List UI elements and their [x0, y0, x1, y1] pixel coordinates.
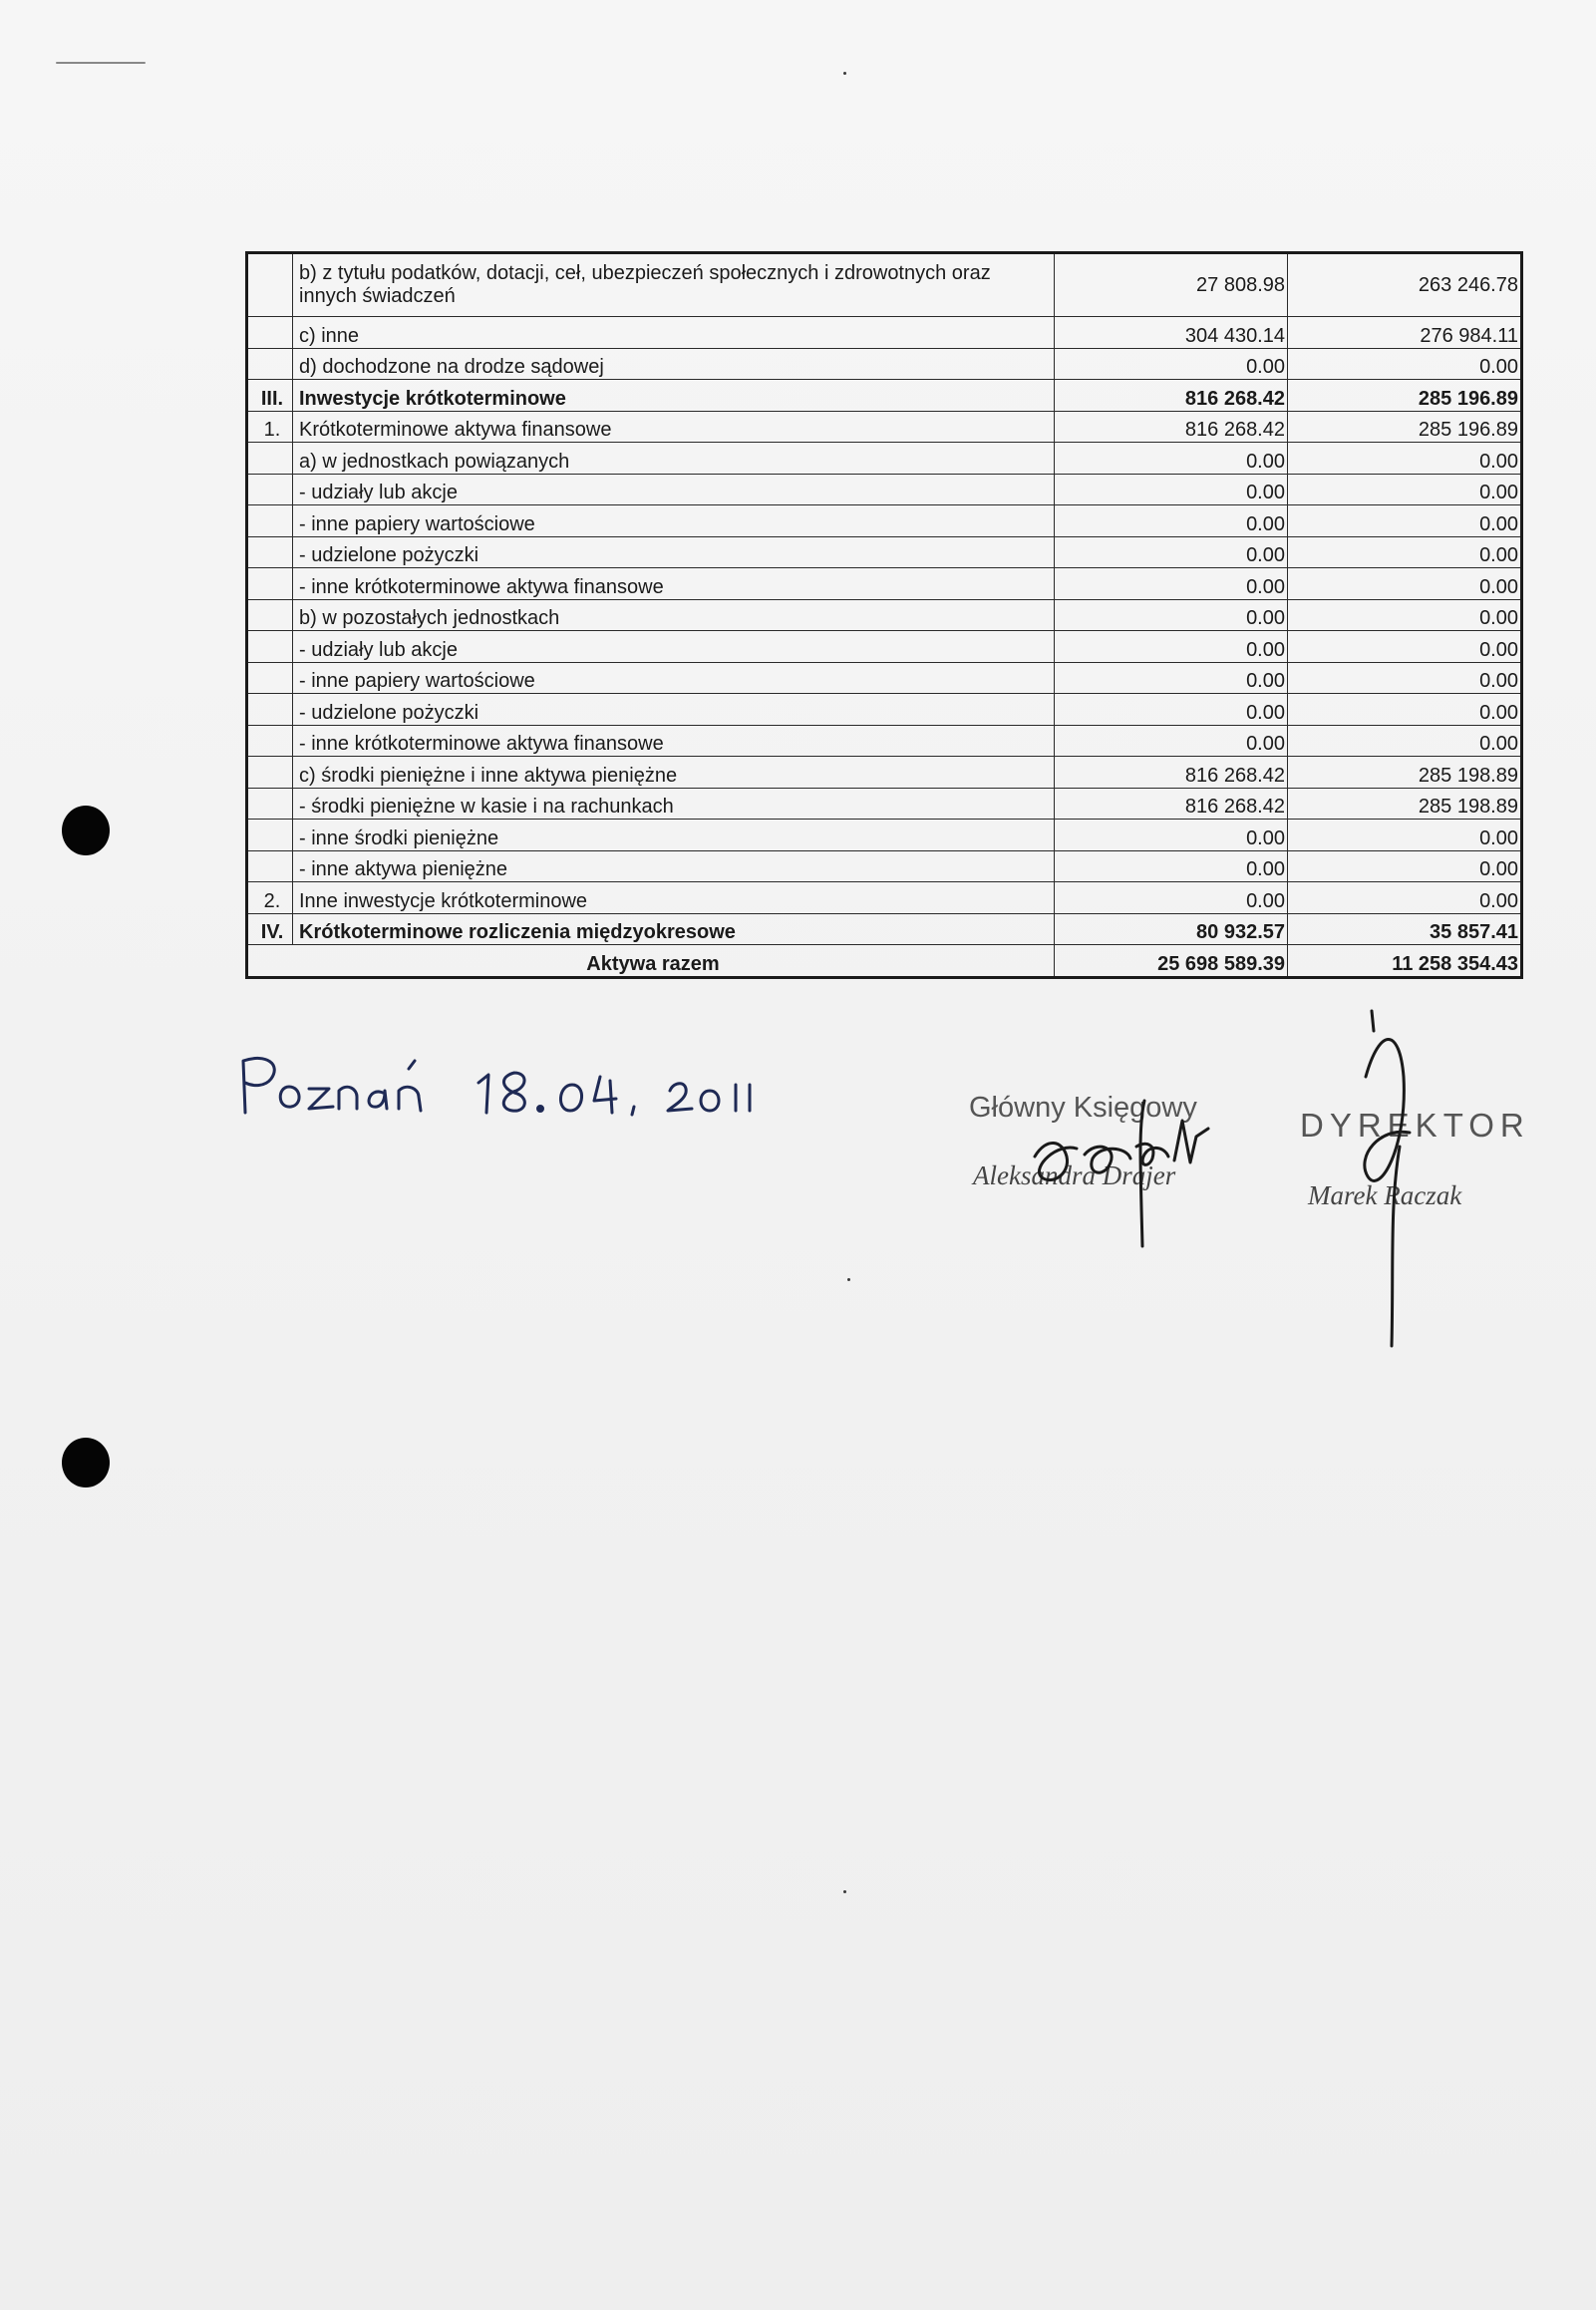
row-label: Inwestycje krótkoterminowe — [293, 380, 1055, 412]
table-row — [247, 599, 1522, 631]
table-row — [247, 694, 1522, 726]
table-row — [247, 348, 1522, 380]
value-current-year: 0.00 — [1055, 599, 1288, 631]
table-row — [247, 411, 1522, 443]
value-previous-year: 35 857.41 — [1288, 913, 1522, 945]
scan-speck — [847, 1278, 850, 1281]
row-label: d) dochodzone na drodze sądowej — [293, 348, 1055, 380]
row-number — [247, 317, 293, 349]
value-current-year: 80 932.57 — [1055, 913, 1288, 945]
row-label: Krótkoterminowe rozliczenia międzyokresowe — [293, 913, 1055, 945]
row-number: IV. — [247, 913, 293, 945]
table-row — [247, 253, 1522, 317]
value-current-year: 0.00 — [1055, 505, 1288, 537]
table-row — [247, 820, 1522, 851]
value-current-year: 0.00 — [1055, 882, 1288, 914]
row-label: Inne inwestycje krótkoterminowe — [293, 882, 1055, 914]
row-label: - inne papiery wartościowe — [293, 505, 1055, 537]
accountant-signature — [1027, 1097, 1286, 1256]
value-current-year: 816 268.42 — [1055, 380, 1288, 412]
row-label: - inne krótkoterminowe aktywa finansowe — [293, 725, 1055, 757]
row-number — [247, 443, 293, 475]
director-title: DYREKTOR — [1300, 1107, 1530, 1144]
value-previous-year: 0.00 — [1288, 443, 1522, 475]
value-previous-year: 0.00 — [1288, 599, 1522, 631]
scan-speck — [56, 62, 146, 64]
table-body — [247, 253, 1522, 978]
row-label: - inne papiery wartościowe — [293, 662, 1055, 694]
row-label: Krótkoterminowe aktywa finansowe — [293, 411, 1055, 443]
row-number — [247, 662, 293, 694]
row-label: - udziały lub akcje — [293, 474, 1055, 505]
total-label: Aktywa razem — [247, 945, 1055, 978]
row-label: - inne aktywa pieniężne — [293, 850, 1055, 882]
table-row — [247, 380, 1522, 412]
row-number — [247, 505, 293, 537]
value-current-year: 816 268.42 — [1055, 788, 1288, 820]
row-label: - środki pieniężne w kasie i na rachunkach — [293, 788, 1055, 820]
row-number — [247, 788, 293, 820]
value-previous-year: 0.00 — [1288, 850, 1522, 882]
row-number — [247, 694, 293, 726]
table-row — [247, 788, 1522, 820]
row-number: 2. — [247, 882, 293, 914]
value-previous-year: 0.00 — [1288, 882, 1522, 914]
row-number: III. — [247, 380, 293, 412]
row-number — [247, 757, 293, 789]
value-current-year: 27 808.98 — [1055, 253, 1288, 317]
table-row — [247, 505, 1522, 537]
value-current-year: 0.00 — [1055, 631, 1288, 663]
value-current-year: 816 268.42 — [1055, 411, 1288, 443]
total-row — [247, 945, 1522, 978]
value-previous-year: 0.00 — [1288, 631, 1522, 663]
value-current-year: 304 430.14 — [1055, 317, 1288, 349]
row-number — [247, 725, 293, 757]
row-label: b) z tytułu podatków, dotacji, ceł, ubezpieczeń społecznych i zdrowotnych oraz innych świadczeń — [293, 253, 1055, 317]
table-row — [247, 757, 1522, 789]
value-previous-year: 0.00 — [1288, 725, 1522, 757]
value-previous-year: 263 246.78 — [1288, 253, 1522, 317]
row-number — [247, 348, 293, 380]
value-current-year: 0.00 — [1055, 850, 1288, 882]
row-label: c) środki pieniężne i inne aktywa pieniężne — [293, 757, 1055, 789]
value-current-year: 0.00 — [1055, 694, 1288, 726]
total-current-year: 25 698 589.39 — [1055, 945, 1288, 978]
value-previous-year: 0.00 — [1288, 820, 1522, 851]
table-row — [247, 443, 1522, 475]
value-current-year: 0.00 — [1055, 820, 1288, 851]
table-row — [247, 662, 1522, 694]
row-number — [247, 474, 293, 505]
row-number — [247, 536, 293, 568]
row-label: a) w jednostkach powiązanych — [293, 443, 1055, 475]
value-previous-year: 0.00 — [1288, 568, 1522, 600]
value-previous-year: 285 196.89 — [1288, 411, 1522, 443]
value-previous-year: 285 196.89 — [1288, 380, 1522, 412]
value-previous-year: 0.00 — [1288, 662, 1522, 694]
punch-hole-top — [62, 806, 110, 855]
table-row — [247, 474, 1522, 505]
row-number — [247, 599, 293, 631]
table-row — [247, 631, 1522, 663]
row-label: - inne środki pieniężne — [293, 820, 1055, 851]
handwritten-date — [237, 1047, 796, 1127]
value-current-year: 816 268.42 — [1055, 757, 1288, 789]
value-current-year: 0.00 — [1055, 474, 1288, 505]
value-previous-year: 0.00 — [1288, 348, 1522, 380]
row-label: - udzielone pożyczki — [293, 536, 1055, 568]
row-number — [247, 631, 293, 663]
value-previous-year: 0.00 — [1288, 694, 1522, 726]
value-previous-year: 285 198.89 — [1288, 788, 1522, 820]
value-previous-year: 0.00 — [1288, 536, 1522, 568]
value-previous-year: 285 198.89 — [1288, 757, 1522, 789]
row-number — [247, 568, 293, 600]
row-label: b) w pozostałych jednostkach — [293, 599, 1055, 631]
scan-speck — [843, 1890, 846, 1893]
row-number — [247, 820, 293, 851]
value-current-year: 0.00 — [1055, 348, 1288, 380]
value-current-year: 0.00 — [1055, 536, 1288, 568]
row-number: 1. — [247, 411, 293, 443]
accountant-name: Aleksandra Drajer — [973, 1160, 1176, 1190]
punch-hole-bottom — [62, 1438, 110, 1487]
value-current-year: 0.00 — [1055, 662, 1288, 694]
value-previous-year: 276 984.11 — [1288, 317, 1522, 349]
table-row — [247, 317, 1522, 349]
value-previous-year: 0.00 — [1288, 505, 1522, 537]
total-previous-year: 11 258 354.43 — [1288, 945, 1522, 978]
accountant-title: Główny Księgowy — [969, 1092, 1197, 1124]
row-label: c) inne — [293, 317, 1055, 349]
value-previous-year: 0.00 — [1288, 474, 1522, 505]
value-current-year: 0.00 — [1055, 725, 1288, 757]
row-label: - udzielone pożyczki — [293, 694, 1055, 726]
row-number — [247, 850, 293, 882]
table-row — [247, 913, 1522, 945]
table-row — [247, 536, 1522, 568]
director-signature — [1320, 1007, 1459, 1356]
value-current-year: 0.00 — [1055, 443, 1288, 475]
row-label: - inne krótkoterminowe aktywa finansowe — [293, 568, 1055, 600]
table-row — [247, 850, 1522, 882]
director-name: Marek Raczak — [1308, 1180, 1462, 1210]
row-label: - udziały lub akcje — [293, 631, 1055, 663]
table-row — [247, 882, 1522, 914]
table-row — [247, 568, 1522, 600]
row-number — [247, 253, 293, 317]
value-current-year: 0.00 — [1055, 568, 1288, 600]
balance-sheet-table — [245, 251, 1523, 979]
table-row — [247, 725, 1522, 757]
scan-speck — [843, 72, 846, 75]
